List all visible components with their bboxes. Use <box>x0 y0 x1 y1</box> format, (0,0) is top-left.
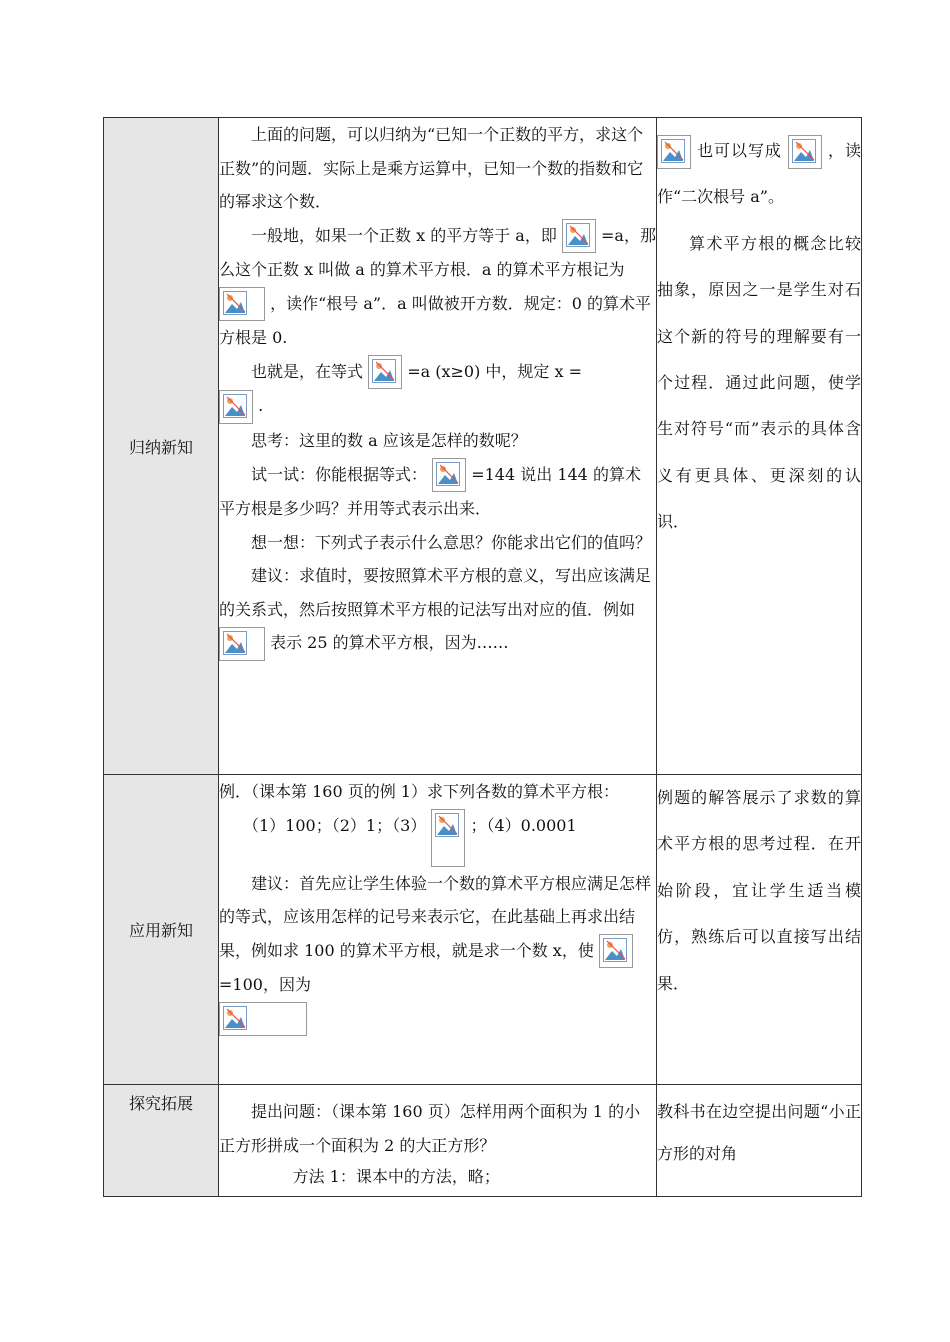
broken-image-icon <box>223 631 247 655</box>
paragraph: 提出问题：（课本第 160 页）怎样用两个面积为 1 的小正方形拼成一个面积为 2 的大正方形？ <box>219 1102 641 1155</box>
broken-image-icon <box>566 223 590 247</box>
teaching-note <box>657 775 862 1085</box>
broken-image-icon <box>223 291 247 315</box>
paragraph: 上面的问题，可以归纳为“已知一个正数的平方，求这个正数”的问题．实际上是乘方运算中，已知一个数的指数和它的幂求这个数． <box>219 125 644 212</box>
main-content <box>219 775 657 1085</box>
section-label-text: 探究拓展 <box>128 1094 193 1113</box>
text: ，读作“二次根号 a”。 <box>657 141 861 207</box>
section-label-text: 归纳新知 <box>128 437 193 457</box>
text: 也就是，在等式 <box>251 361 364 381</box>
paragraph <box>657 128 861 221</box>
formula-image <box>368 355 402 389</box>
text: ；（4）0.0001 <box>470 815 577 835</box>
text: 建议：首先应让学生体验一个数的算术平方根应满足怎样的等式，应该用怎样的记号来表示它，在此基础上再求出结果，例如求 100 的算术平方根，就是求一个数 x，使 <box>219 873 652 960</box>
section-label <box>104 118 219 775</box>
section-label <box>104 1085 219 1197</box>
paragraph <box>219 355 656 390</box>
formula-image <box>788 135 822 169</box>
paragraph <box>219 1002 656 1036</box>
text: 建议：求值时，要按照算术平方根的意义，写出应该满足的关系式，然后按照算术平方根的记法写出对应的值．例如 <box>219 566 652 619</box>
table-row <box>104 1085 862 1197</box>
teaching-note <box>657 118 862 775</box>
text: =100，因为 <box>219 975 311 995</box>
main-content <box>219 1085 657 1197</box>
section-label <box>104 775 219 1085</box>
paragraph: 想一想：下列式子表示什么意思？你能求出它们的值吗？ <box>251 532 652 552</box>
text: . <box>258 396 264 416</box>
paragraph: 方法 1：课本中的方法，略； <box>292 1167 500 1187</box>
formula-image <box>219 1002 307 1036</box>
text: 也可以写成 <box>697 141 782 160</box>
table-row <box>104 118 862 775</box>
main-content <box>219 118 657 775</box>
paragraph: 例．（课本第 160 页的例 1）求下列各数的算术平方根： <box>219 782 619 801</box>
broken-image-icon <box>223 394 247 418</box>
paragraph: 例题的解答展示了求数的算术平方根的思考过程．在开始阶段，宜让学生适当模仿，熟练后可以直接写出结果． <box>657 788 861 993</box>
text: （1）100；（2）1；（3） <box>243 815 427 835</box>
text: 一般地，如果一个正数 x 的平方等于 a，即 <box>251 225 557 245</box>
broken-image-icon <box>436 462 460 486</box>
paragraph: 思考：这里的数 a 应该是怎样的数呢？ <box>251 430 527 450</box>
formula-image <box>432 458 466 492</box>
broken-image-icon <box>372 359 396 383</box>
formula-image <box>599 934 633 968</box>
formula-image <box>219 627 265 661</box>
formula-image <box>562 219 596 253</box>
text: 表示 25 的算术平方根，因为…… <box>270 633 509 653</box>
broken-image-icon <box>661 139 685 163</box>
text: 试一试：你能根据等式： <box>251 464 428 484</box>
broken-image-icon <box>223 1006 247 1030</box>
paragraph <box>219 389 656 424</box>
paragraph <box>219 809 656 867</box>
paragraph <box>219 867 656 1002</box>
text: =a (x≥0) 中，规定 x = <box>407 361 583 381</box>
broken-image-icon <box>792 139 816 163</box>
text: =144 说出 144 的算术平方根是多少吗？并用等式表示出来． <box>219 464 641 519</box>
broken-image-icon <box>603 938 627 962</box>
section-label-text: 应用新知 <box>128 921 193 940</box>
broken-image-icon <box>435 813 459 837</box>
table-row <box>104 775 862 1085</box>
formula-image <box>657 135 691 169</box>
formula-image <box>431 809 465 867</box>
formula-image <box>219 390 253 424</box>
paragraph: 教科书在边空提出问题“小正方形的对角 <box>657 1102 861 1163</box>
paragraph <box>219 219 656 355</box>
text: =a，那么这个正数 x 叫做 a 的算术平方根．a 的算术平方根记为 <box>219 225 656 280</box>
paragraph: 算术平方根的概念比较抽象，原因之一是学生对石这个新的符号的理解要有一个过程．通过此问题，使学生对符号“而”表示的具体含义有更具体、更深刻的认识． <box>657 233 861 532</box>
lesson-table <box>103 117 862 1197</box>
teaching-note <box>657 1085 862 1197</box>
paragraph <box>219 458 656 526</box>
paragraph <box>219 559 656 661</box>
text: ，读作“根号 a”．a 叫做被开方数．规定：0 的算术平方根是 0. <box>219 293 651 348</box>
formula-image <box>219 287 265 321</box>
